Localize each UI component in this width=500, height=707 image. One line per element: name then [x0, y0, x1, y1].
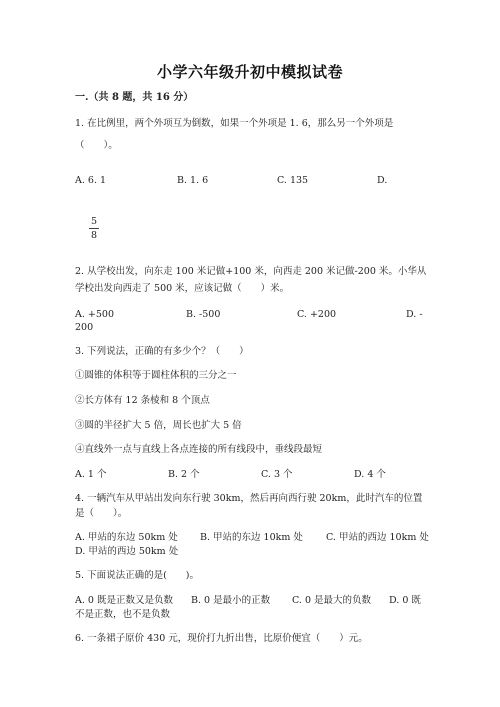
q2-stem-line2: 学校出发向西走了 500 米，应该记做（ ）米。 [75, 283, 290, 294]
q3-statement-3: ③圆的半径扩大 5 倍，周长也扩大 5 倍 [75, 420, 242, 431]
q2-option-b: B. -500 [186, 309, 221, 320]
q4-stem-line1: 4. 一辆汽车从甲站出发向东行驶 30km，然后再向西行驶 20km，此时汽车的位置 [75, 493, 423, 504]
q3-option-b: B. 2 个 [168, 469, 200, 480]
q4-option-d: D. 甲站的西边 50km 处 [75, 546, 179, 557]
q3-statement-4: ④直线外一点与直线上各点连接的所有线段中，垂线段最短 [75, 444, 323, 455]
page-title: 小学六年级升初中模拟试卷 [156, 63, 343, 81]
fraction-bar [89, 228, 99, 229]
q1-stem-line1: 1. 在比例里，两个外项互为倒数，如果一个外项是 1. 6，那么另一个外项是 [75, 118, 394, 129]
q5-stem: 5. 下面说法正确的是( )。 [75, 570, 199, 581]
q1-option-d-fraction [89, 216, 99, 242]
q2-stem-line1: 2. 从学校出发，向东走 100 米记做+100 米，向西走 200 米记做-200 米。小华从 [75, 266, 427, 277]
q2-option-c: C. +200 [297, 309, 337, 320]
q3-stem: 3. 下列说法，正确的有多少个？（ ） [75, 346, 249, 357]
q2-option-a: A. +500 [75, 309, 114, 320]
q5-option-c: C. 0 是最大的负数 [292, 595, 372, 606]
q5-option-a: A. 0 既是正数又是负数 [75, 595, 173, 606]
q5-option-d-cont: 不是正数，也不是负数 [75, 609, 171, 620]
q3-option-a: A. 1 个 [75, 469, 107, 480]
q2-option-d-cont: 200 [75, 322, 94, 333]
q1-option-b: B. 1. 6 [177, 175, 209, 186]
q4-option-b: B. 甲站的东边 10km 处 [200, 532, 303, 543]
q1-option-a: A. 6. 1 [75, 175, 107, 186]
q3-option-c: C. 3 个 [261, 469, 293, 480]
q4-option-a: A. 甲站的东边 50km 处 [75, 532, 178, 543]
q6-stem: 6. 一条裙子原价 430 元，现价打九折出售，比原价便宜（ ）元。 [75, 633, 368, 644]
q3-statement-2: ②长方体有 12 条棱和 8 个顶点 [75, 395, 210, 406]
q1-option-d: D. [377, 175, 388, 186]
q1-stem-line2: （ ）。 [75, 140, 118, 151]
q5-option-d: D. 0 既 [389, 595, 421, 606]
q2-option-d: D. - [406, 309, 423, 320]
q5-option-b: B. 0 是最小的正数 [191, 595, 271, 606]
q3-option-d: D. 4 个 [354, 469, 386, 480]
fraction-denominator: 8 [90, 230, 98, 242]
q1-option-c: C. 135 [277, 175, 309, 186]
section-heading: 一.（共 8 题，共 16 分） [75, 92, 194, 103]
fraction-numerator: 5 [90, 216, 98, 227]
q4-stem-line2: 是（ ）。 [75, 508, 128, 519]
q3-statement-1: ①圆锥的体积等于圆柱体积的三分之一 [75, 370, 237, 381]
q4-option-c: C. 甲站的西边 10km 处 [326, 532, 429, 543]
